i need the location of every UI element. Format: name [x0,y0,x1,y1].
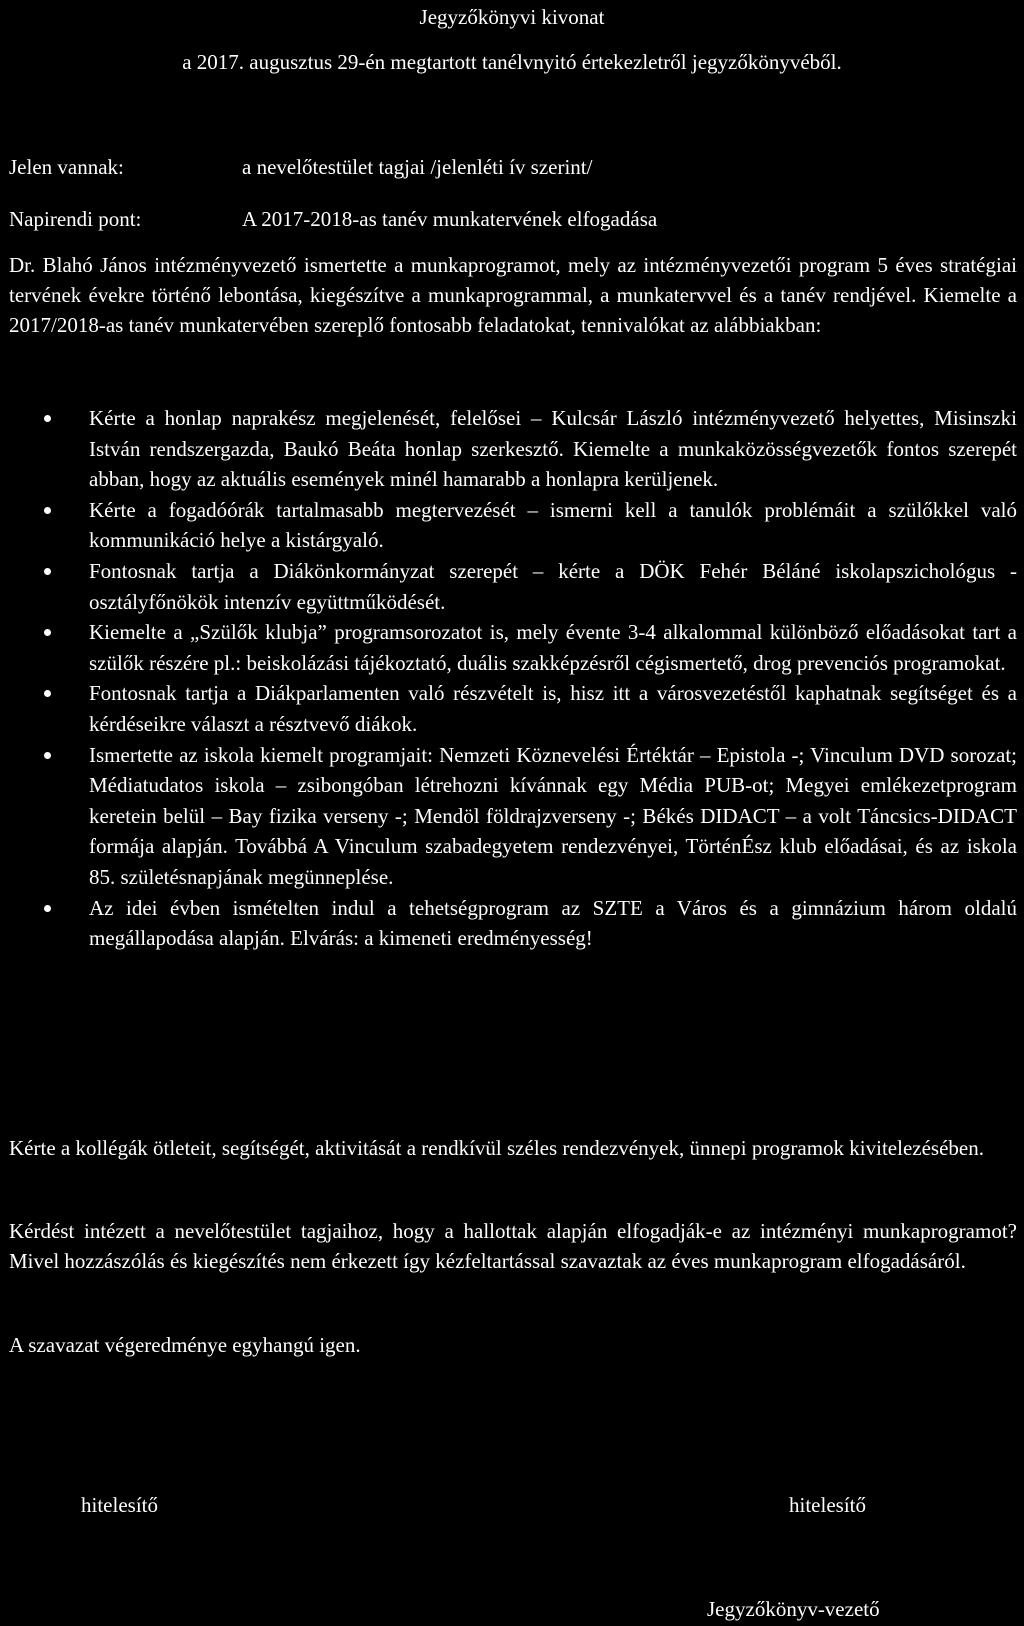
list-item [0,678,1024,739]
bullet-icon [44,568,51,575]
list-item-text: Kérte a fogadóórák tartalmasabb megtervezését – ismerni kell a tanulók problémáit a szülőkkel való kommunikáció helye a kistárgyaló. [89,497,1017,553]
list-item-text: Az idei évben ismételten indul a tehetségprogram az SZTE a Város és a gimnázium három oldalú megállapodása alapján. Elvárás: a kimeneti eredményesség! [89,895,1017,951]
bullet-icon [44,507,51,514]
present-label: Jelen vannak: [9,155,124,179]
closing-paragraph-2: Kérdést intézett a nevelőtestület tagjaihoz, hogy a hallottak alapján elfogadják-e az intézményi munkaprogramot? Mivel hozzászólás és kiegészítés nem érkezett így kézfeltartással szavaztak az éves munkaprogram elfogadásáról. [9,1219,1017,1273]
list-item-text: Kérte a honlap naprakész megjelenését, felelősei – Kulcsár László intézményvezető helyettes, Misinszki István rendszergazda, Baukó Beáta honlap szerkesztő. Kiemelte a munkaközösségvezetők fontos szerepét abban, hogy az aktuális események minél hamarabb a honlapra kerüljenek. [89,406,1017,492]
agenda-value: A 2017-2018-as tanév munkatervének elfogadása [242,207,658,231]
document-subtitle: a 2017. augusztus 29-én megtartott tanélvnyitó értekezletről jegyzőkönyvéből. [182,50,842,74]
list-item [0,893,1024,954]
document-title: Jegyzőkönyvi kivonat [419,5,605,29]
bullet-icon [44,415,51,422]
bullet-icon [44,905,51,912]
task-list [0,403,1024,954]
vote-result: A szavazat végeredménye egyhangú igen. [9,1333,361,1357]
list-item-text: Fontosnak tartja a Diákparlamenten való részvételt is, hisz itt a városvezetéstől kaphatnak segítséget és a kérdéseikre választ a résztvevő diákok. [89,681,1017,736]
list-item-text: Fontosnak tartja a Diákönkormányzat szerepét – kérte a DÖK Fehér Béláné iskolapszichológus - osztályfőnökök intenzív együttműködését. [89,558,1017,614]
list-item [0,403,1024,495]
signature-left-label: hitelesítő [81,1493,158,1517]
list-item [0,556,1024,617]
signature-right-label: hitelesítő [789,1493,866,1517]
intro-paragraph: Dr. Blahó János intézményvezető ismertette a munkaprogramot, mely az intézményvezetői program 5 éves stratégiai tervének évekre történő lebontása, kiegészítve a munkaprogrammal, a munkatervvel és a tanév rendjével. Kiemelte a 2017/2018-as tanév munkatervében szereplő fontosabb feladatokat, tennivalókat az alábbiakban: [9,253,1017,337]
list-item [0,740,1024,893]
list-item-text: Kiemelte a „Szülők klubja” programsorozatot is, mely évente 3-4 alkalommal különböző előadásokat tart a szülők részére pl.: beiskolázási tájékoztató, duális szakképzésről cégismertető, drog prevenciós programokat. [89,620,1017,675]
signature-bottom-label: Jegyzőkönyv-vezető [707,1597,880,1621]
list-item-text: Ismertette az iskola kiemelt programjait: Nemzeti Köznevelési Értéktár – Epistola -; Vinculum DVD sorozat; Médiatudatos iskola – zsibongóban létrehozni kívánnak egy Média PUB-ot; Megyei emlékezetprogram keretein belül – Bay fizika verseny -; Mendöl földrajzverseny -; Békés DIDACT – a volt Táncsics-DIDACT formája alapján. Továbbá A Vinculum szabadegyetem rendezvényei, TörténÉsz klub előadásai, és az iskola 85. születésnapjának megünneplése. [89,742,1017,889]
closing-paragraph-1: Kérte a kollégák ötleteit, segítségét, aktivitását a rendkívül széles rendezvények, ünnepi programok kivitelezésében. [9,1136,984,1160]
list-item [0,495,1024,556]
present-value: a nevelőtestület tagjai /jelenléti ív szerint/ [242,155,593,179]
list-item [0,617,1024,678]
bullet-icon [44,690,51,697]
bullet-icon [44,752,51,759]
bullet-icon [44,629,51,636]
agenda-label: Napirendi pont: [9,207,142,231]
